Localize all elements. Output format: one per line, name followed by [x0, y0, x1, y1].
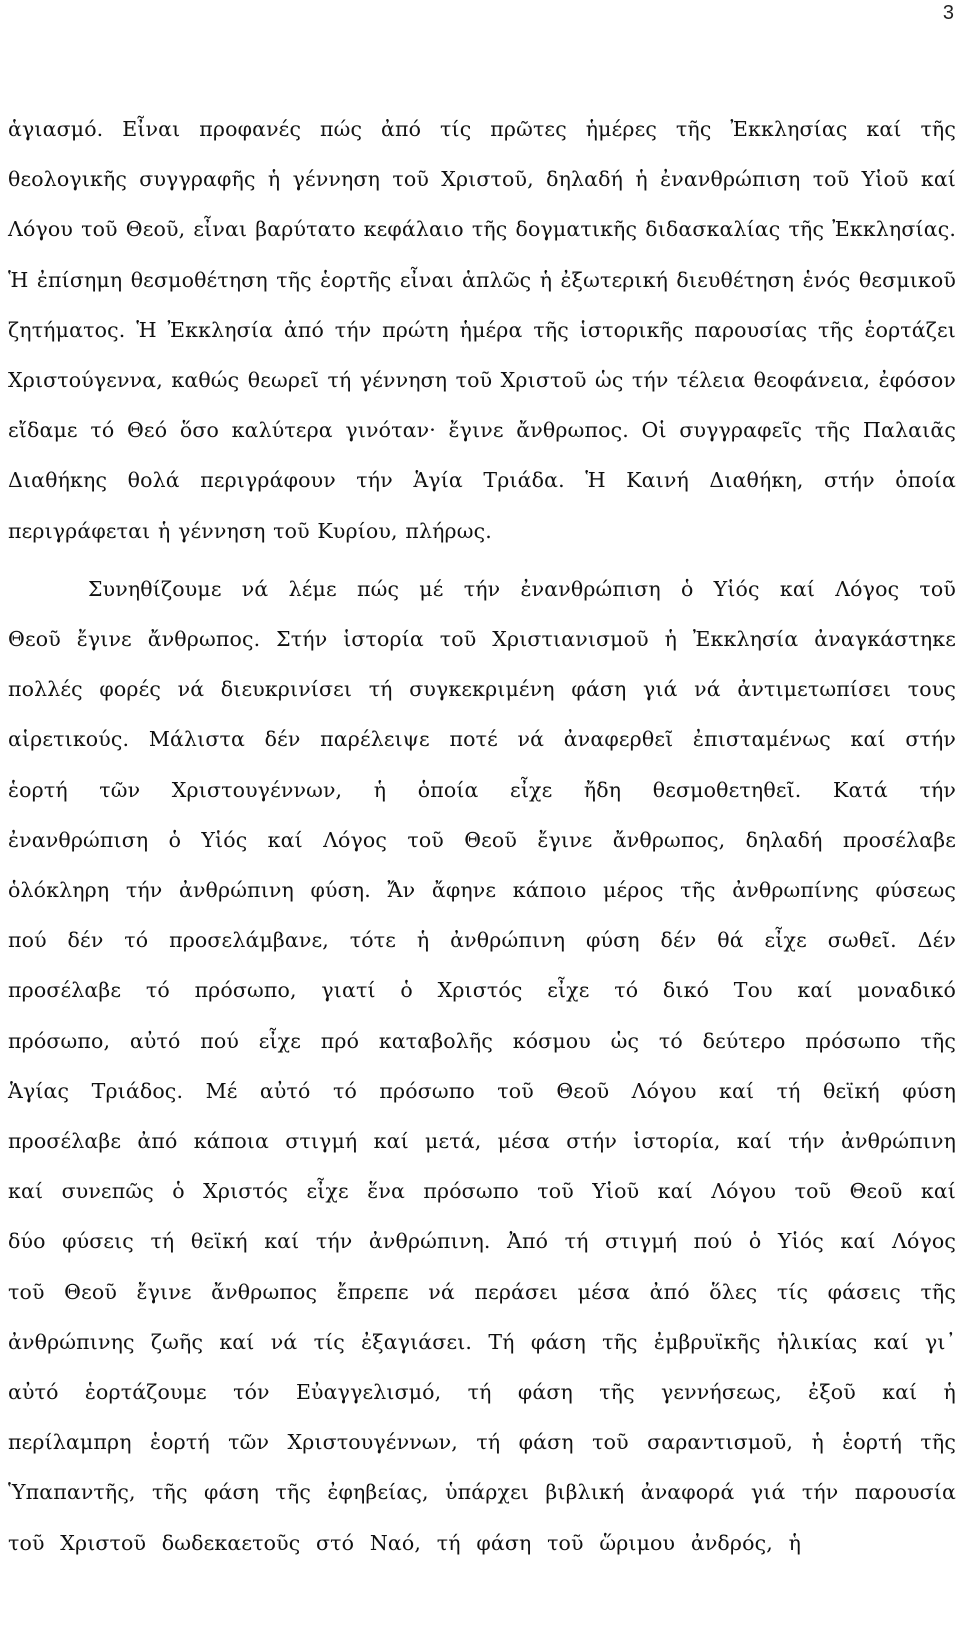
document-body — [8, 104, 956, 1568]
paragraph-spacer — [8, 556, 956, 564]
paragraph: ἁγιασμό. Εἶναι προφανές πώς ἀπό τίς πρῶτες ἡμέρες τῆς Ἐκκλησίας καί τῆς θεολογικῆς συγγραφῆς ἡ γέννηση τοῦ Χριστοῦ, δηλαδή ἡ ἐνανθρώπιση τοῦ Υἱοῦ καί Λόγου τοῦ Θεοῦ, εἶναι βαρύτατο κεφάλαιο τῆς δογματικῆς διδασκαλίας τῆς Ἐκκλησίας. Ἡ ἐπίσημη θεσμοθέτηση τῆς ἑορτῆς εἶναι ἁπλῶς ἡ ἐξωτερική διευθέτηση ἑνός θεσμικοῦ ζητήματος. Ἡ Ἐκκλησία ἀπό τήν πρώτη ἡμέρα τῆς ἱστορικῆς παρουσίας τῆς ἑορτάζει Χριστούγεννα, καθώς θεωρεῖ τή γέννηση τοῦ Χριστοῦ ὡς τήν τέλεια θεοφάνεια, ἐφόσον εἴδαμε τό Θεό ὅσο καλύτερα γινόταν· ἔγινε ἄνθρωπος. Οἱ συγγραφεῖς τῆς Παλαιᾶς Διαθήκης θολά περιγράφουν τήν Ἁγία Τριάδα. Ἡ Καινή Διαθήκη, στήν ὁποία περιγράφεται ἡ γέννηση τοῦ Κυρίου, πλήρως. — [8, 117, 956, 543]
paragraph: Συνηθίζουμε νά λέμε πώς μέ τήν ἐνανθρώπιση ὁ Υἱός καί Λόγος τοῦ Θεοῦ ἔγινε ἄνθρωπος. Στήν ἱστορία τοῦ Χριστιανισμοῦ ἡ Ἐκκλησία ἀναγκάστηκε πολλές φορές νά διευκρινίσει τή συγκεκριμένη φάση γιά νά ἀντιμετωπίσει τους αἱρετικούς. Μάλιστα δέν παρέλειψε ποτέ νά ἀναφερθεῖ ἐπισταμένως καί στήν ἑορτή τῶν Χριστουγέννων, ἡ ὁποία εἶχε ἤδη θεσμοθετηθεῖ. Κατά τήν ἐνανθρώπιση ὁ Υἱός καί Λόγος τοῦ Θεοῦ ἔγινε ἄνθρωπος, δηλαδή προσέλαβε ὁλόκληρη τήν ἀνθρώπινη φύση. Ἄν ἄφηνε κάποιο μέρος τῆς ἀνθρωπίνης φύσεως πού δέν τό προσελάμβανε, τότε ἡ ἀνθρώπινη φύση δέν θά εἶχε σωθεῖ. Δέν προσέλαβε τό πρόσωπο, γιατί ὁ Χριστός εἶχε τό δικό Του καί μοναδικό πρόσωπο, αὐτό πού εἶχε πρό καταβολῆς κόσμου ὡς τό δεύτερο πρόσωπο τῆς Ἁγίας Τριάδος. Μέ αὐτό τό πρόσωπο τοῦ Θεοῦ Λόγου καί τή θεϊκή φύση προσέλαβε ἀπό κάποια στιγμή καί μετά, μέσα στήν ἱστορία, καί τήν ἀνθρώπινη καί συνεπῶς ὁ Χριστός εἶχε ἕνα πρόσωπο τοῦ Υἱοῦ καί Λόγου τοῦ Θεοῦ καί δύο φύσεις τή θεϊκή καί τήν ἀνθρώπινη. Ἀπό τή στιγμή πού ὁ Υἱός καί Λόγος τοῦ Θεοῦ ἔγινε ἄνθρωπος ἔπρεπε νά περάσει μέσα ἀπό ὅλες τίς φάσεις τῆς ἀνθρώπινης ζωῆς καί νά τίς ἐξαγιάσει. Τή φάση τῆς ἐμβρυϊκῆς ἡλικίας καί γι᾽ αὐτό ἑορτάζουμε τόν Εὐαγγελισμό, τή φάση τῆς γεννήσεως, ἐξοῦ καί ἡ περίλαμπρη ἑορτή τῶν Χριστουγέννων, τή φάση τοῦ σαραντισμοῦ, ἡ ἑορτή τῆς Ὑπαπαντῆς, τῆς φάση τῆς ἐφηβείας, ὑπάρχει βιβλική ἀναφορά γιά τήν παρουσία τοῦ Χριστοῦ δωδεκαετοῦς στό Ναό, τή φάση τοῦ ὥριμου ἀνδρός, ἡ — [8, 576, 956, 1555]
page-number: 3 — [942, 2, 954, 24]
